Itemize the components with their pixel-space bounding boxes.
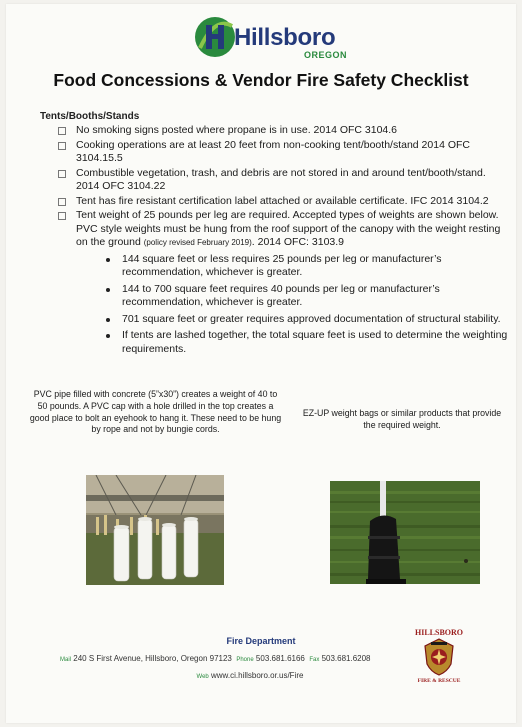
footer-contact <box>60 654 440 663</box>
checkbox[interactable] <box>58 142 66 150</box>
footer-web-url[interactable]: www.ci.hillsboro.or.us/Fire <box>210 671 304 680</box>
weights-text: Tent weight of 25 pounds per leg are required. Accepted types of weights are shown below. PVC style weights must be hung from the roof support of the canopy with the weight resting on the ground <box>76 209 501 248</box>
bullet-text: 701 square feet or greater requires approved documentation of structural stability. <box>122 312 501 325</box>
ezup-weight-caption: EZ-UP weight bags or similar products that provide the required weight. <box>302 408 502 430</box>
fire-rescue-seal <box>414 628 464 686</box>
policy-note: (policy revised February 2019) <box>143 238 252 247</box>
bullet-icon <box>106 288 110 292</box>
checkbox[interactable] <box>58 212 66 220</box>
hillsboro-logo <box>192 14 352 62</box>
checklist-item <box>58 167 508 194</box>
page-title: Food Concessions & Vendor Fire Safety Checklist <box>53 70 469 90</box>
checklist-item <box>58 195 508 209</box>
pvc-weight-caption: PVC pipe filled with concrete (5”x30”) creates a weight of 40 to 50 pounds. A PVC cap with a hole drilled in the top creates a good place to bolt an eyehook to hang it. These need to be hung by rope and not by bungie cords. <box>29 389 282 435</box>
checkbox[interactable] <box>58 127 66 135</box>
bullet-item <box>106 313 508 327</box>
fire-badge-icon <box>423 638 455 676</box>
footer-website <box>60 671 440 680</box>
mail-label: Mail <box>60 657 72 663</box>
bullet-icon <box>106 258 110 262</box>
bullet-icon <box>106 334 110 338</box>
bullet-text: If tents are lashed together, the total square feet is used to determine the weighting requirements. <box>122 329 508 355</box>
bullet-icon <box>106 318 110 322</box>
checklist-item-text: Combustible vegetation, trash, and debris are not stored in and around tent/booth/stand. 2014 OFC 3104.22 <box>76 166 486 192</box>
fax-label: Fax <box>309 657 320 663</box>
bullet-text: 144 square feet or less requires 25 pounds per leg or manufacturer’s recommendation, whichever is greater. <box>122 252 442 278</box>
bullet-text: 144 to 700 square feet requires 40 pounds per leg or manufacturer’s recommendation, whichever is greater. <box>122 282 440 308</box>
footer-fax: 503.681.6208 <box>321 654 371 663</box>
footer-phone: 503.681.6166 <box>255 654 305 663</box>
logo-subtitle: OREGON <box>304 50 348 60</box>
pvc-weights-photo <box>86 475 224 585</box>
web-label: Web <box>196 674 209 680</box>
ezup-weight-bag-photo <box>330 481 480 584</box>
seal-top-text: HILLSBORO <box>414 628 463 637</box>
phone-label: Phone <box>236 657 254 663</box>
checklist-item <box>58 139 508 166</box>
checklist-item-text: No smoking signs posted where propane is in use. 2014 OFC 3104.6 <box>76 124 398 136</box>
checklist-item-weights <box>58 209 508 356</box>
logo-wordmark: Hillsboro <box>234 24 336 51</box>
bullet-item <box>106 253 508 280</box>
checkbox[interactable] <box>58 170 66 178</box>
checkbox[interactable] <box>58 198 66 206</box>
bullet-item <box>106 283 508 310</box>
checklist <box>58 124 508 359</box>
bullet-item <box>106 329 508 356</box>
hillsboro-logo-icon <box>192 14 238 60</box>
checklist-item-text: Cooking operations are at least 20 feet from non-cooking tent/booth/stand 2014 OFC 3104.15.5 <box>76 138 470 164</box>
footer-address: 240 S First Avenue, Hillsboro, Oregon 97123 <box>73 654 232 663</box>
seal-bottom-text: FIRE & RESCUE <box>417 678 461 684</box>
section-heading: Tents/Booths/Stands <box>40 111 140 122</box>
checklist-item-text: Tent has fire resistant certification label attached or available certificate. IFC 2014 3104.2 <box>76 194 489 207</box>
weight-requirements <box>106 253 508 357</box>
weights-code: . 2014 OFC: 3103.9 <box>251 236 345 248</box>
footer-department: Fire Department <box>226 636 296 646</box>
checklist-item <box>58 124 508 138</box>
